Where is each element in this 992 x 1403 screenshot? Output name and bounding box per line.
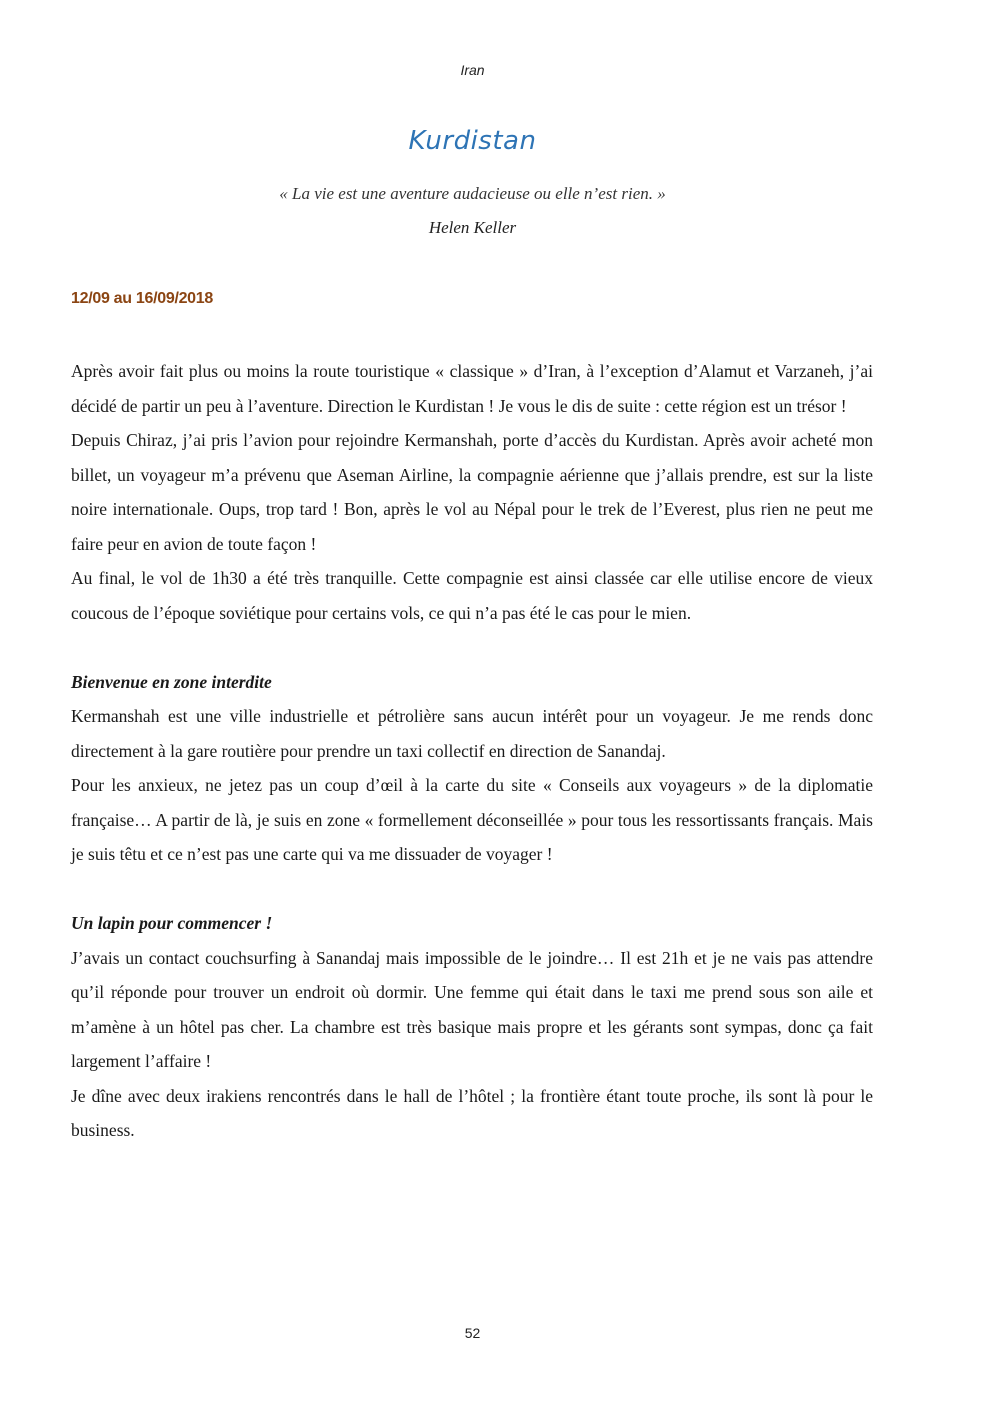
page-number: 52 (464, 1325, 481, 1341)
spacer (71, 630, 873, 665)
date-range: 12/09 au 16/09/2018 (71, 290, 213, 307)
paragraph: Au final, le vol de 1h30 a été très tranquille. Cette compagnie est ainsi classée car elle utilise encore de vieux coucous de l’époque soviétique pour certains vols, ce qui n’a pas été le cas pour le mien. (71, 568, 873, 623)
epigraph-author: Helen Keller (428, 218, 517, 237)
paragraph: J’avais un contact couchsurfing à Sanandaj mais impossible de le joindre… Il est 21h et je ne vais pas attendre qu’il réponde pour trouver un endroit où dormir. Une femme qui était dans le taxi me prend sous son aile et m’amène à un hôtel pas cher. La chambre est très basique mais propre et les gérants sont sympas, donc ça fait largement l’affaire ! (71, 947, 873, 1071)
section-heading: Bienvenue en zone interdite (71, 671, 272, 692)
chapter-title: Kurdistan (408, 126, 537, 156)
paragraph: Pour les anxieux, ne jetez pas un coup d’œil à la carte du site « Conseils aux voyageurs » de la diplomatie française… A partir de là, je suis en zone « formellement déconseillée » pour tous les ressortissants français. Mais je suis têtu et ce n’est pas une carte qui va me dissuader de voyager ! (71, 775, 873, 864)
paragraph: Après avoir fait plus ou moins la route touristique « classique » d’Iran, à l’exception d’Alamut et Varzaneh, j’ai décidé de partir un peu à l’aventure. Direction le Kurdistan ! Je vous le dis de suite : cette région est un trésor ! (71, 361, 873, 416)
section-heading: Un lapin pour commencer ! (71, 913, 273, 933)
epigraph-quote: « La vie est une aventure audacieuse ou elle n’est rien. » (279, 184, 666, 203)
paragraph: Je dîne avec deux irakiens rencontrés dans le hall de l’hôtel ; la frontière étant toute proche, ils sont là pour le business. (71, 1085, 873, 1140)
spacer (71, 872, 873, 907)
running-header: Iran (460, 62, 485, 78)
paragraph: Kermanshah est une ville industrielle et pétrolière sans aucun intérêt pour un voyageur. Je me rends donc directement à la gare routière pour prendre un taxi collectif en direction de Sanandaj. (71, 706, 873, 761)
paragraph: Depuis Chiraz, j’ai pris l’avion pour rejoindre Kermanshah, porte d’accès du Kurdistan. Après avoir acheté mon billet, un voyageur m’a prévenu que Aseman Airline, la compagnie aérienne que j’allais prendre, est sur la liste noire internationale. Oups, trop tard ! Bon, après le vol au Népal pour le trek de l’Everest, plus rien ne peut me faire peur en avion de toute façon ! (71, 430, 873, 554)
body-text (71, 354, 873, 1148)
